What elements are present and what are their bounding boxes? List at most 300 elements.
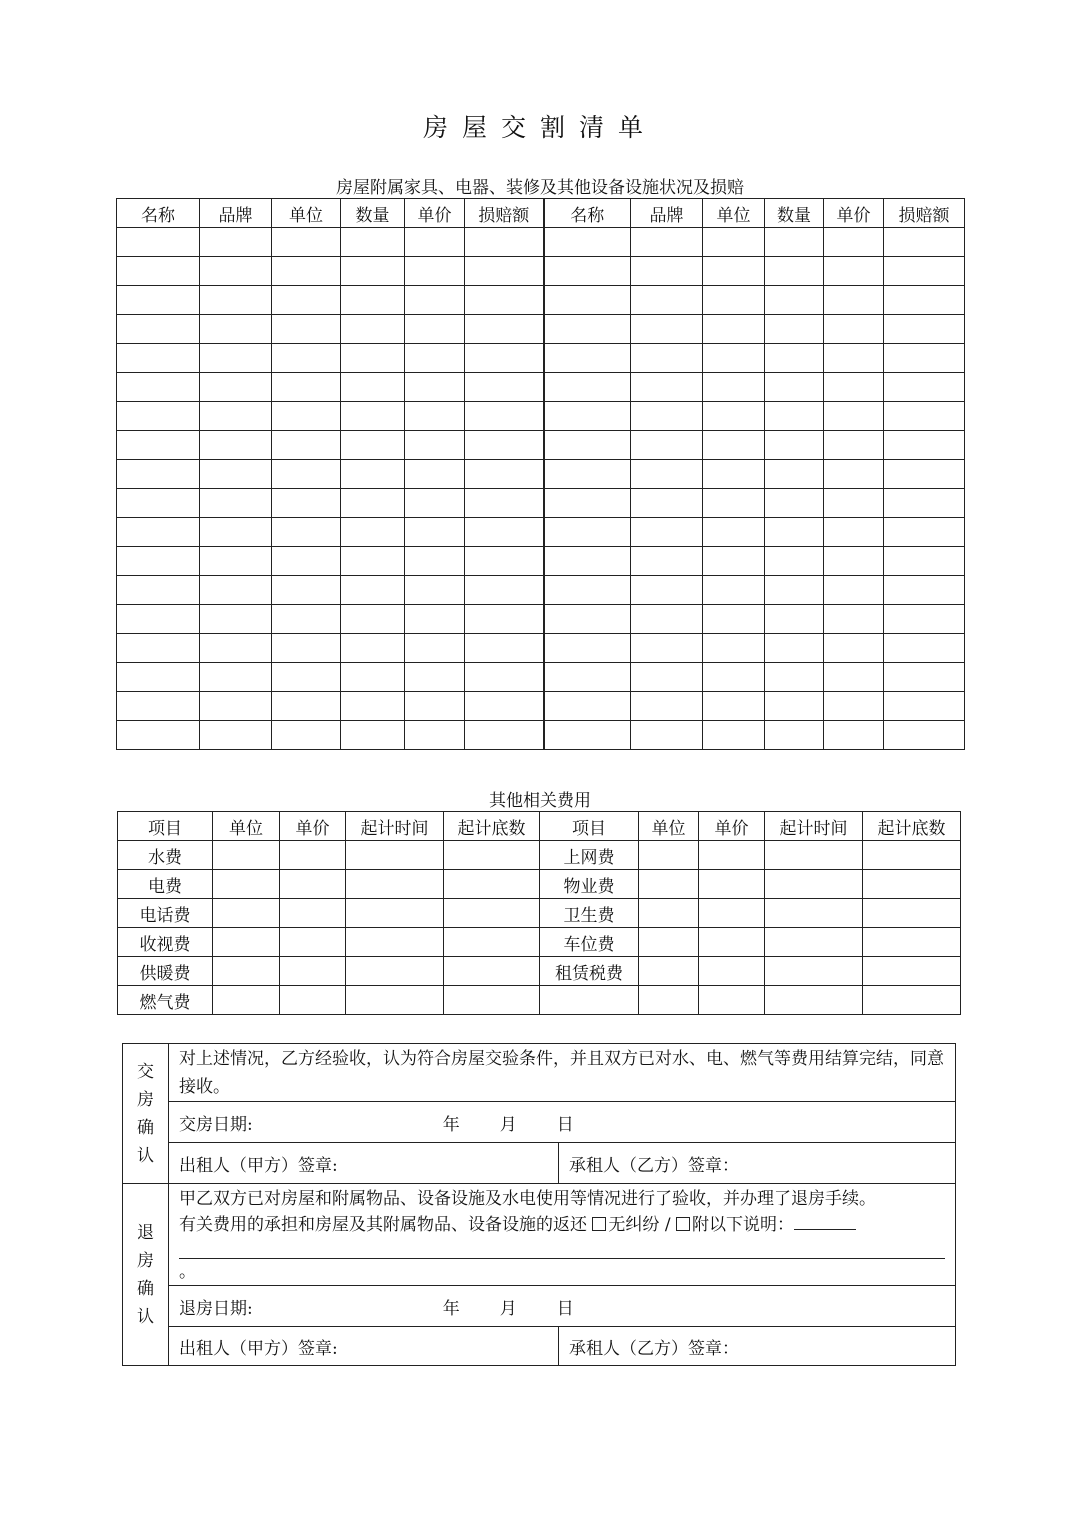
- table-cell[interactable]: [765, 402, 824, 431]
- table-cell[interactable]: [703, 547, 765, 576]
- table-cell[interactable]: [824, 286, 884, 315]
- table-cell[interactable]: [117, 286, 200, 315]
- table-cell[interactable]: [765, 841, 863, 870]
- table-cell[interactable]: [544, 721, 631, 750]
- table-cell[interactable]: [272, 692, 341, 721]
- table-cell[interactable]: [341, 576, 405, 605]
- table-cell[interactable]: [863, 986, 961, 1015]
- table-cell[interactable]: [465, 663, 544, 692]
- table-cell[interactable]: [631, 721, 703, 750]
- table-cell[interactable]: [405, 634, 465, 663]
- fee-item-label: 租赁税费: [540, 957, 639, 986]
- table-cell[interactable]: [117, 228, 200, 257]
- table-cell[interactable]: [765, 986, 863, 1015]
- table-cell[interactable]: [639, 957, 699, 986]
- table-cell[interactable]: [765, 460, 824, 489]
- table-cell[interactable]: [544, 634, 631, 663]
- table-cell[interactable]: [405, 518, 465, 547]
- table-cell[interactable]: [117, 489, 200, 518]
- table-cell[interactable]: [213, 899, 280, 928]
- table-cell[interactable]: [341, 634, 405, 663]
- table-cell[interactable]: [703, 344, 765, 373]
- table-cell[interactable]: [703, 576, 765, 605]
- handover-sign-row: [123, 1143, 956, 1184]
- table-cell[interactable]: [200, 257, 272, 286]
- table-cell[interactable]: [280, 870, 346, 899]
- table-cell[interactable]: [884, 576, 965, 605]
- table-cell[interactable]: [272, 460, 341, 489]
- notes-line[interactable]: [794, 1213, 856, 1230]
- table-cell[interactable]: [863, 928, 961, 957]
- table-cell[interactable]: [444, 841, 540, 870]
- table-cell[interactable]: [544, 692, 631, 721]
- table-cell[interactable]: [200, 431, 272, 460]
- table-cell[interactable]: [272, 663, 341, 692]
- table-cell[interactable]: [824, 663, 884, 692]
- table-cell[interactable]: [117, 460, 200, 489]
- table-cell[interactable]: [444, 986, 540, 1015]
- table-cell[interactable]: [703, 228, 765, 257]
- table-cell[interactable]: [200, 692, 272, 721]
- table-cell[interactable]: [699, 928, 765, 957]
- table-cell[interactable]: [824, 634, 884, 663]
- table-cell[interactable]: [544, 228, 631, 257]
- table-cell[interactable]: [200, 228, 272, 257]
- table-cell[interactable]: [765, 286, 824, 315]
- table-cell[interactable]: [884, 402, 965, 431]
- table-cell[interactable]: [200, 489, 272, 518]
- table-cell[interactable]: [444, 957, 540, 986]
- table-cell[interactable]: [884, 286, 965, 315]
- table-cell[interactable]: [824, 344, 884, 373]
- table-cell[interactable]: [884, 228, 965, 257]
- table-cell[interactable]: [765, 344, 824, 373]
- table-cell[interactable]: [631, 315, 703, 344]
- table-cell[interactable]: [765, 663, 824, 692]
- table-cell[interactable]: [544, 576, 631, 605]
- table-cell[interactable]: [405, 257, 465, 286]
- table-cell[interactable]: [863, 870, 961, 899]
- table-cell[interactable]: [280, 928, 346, 957]
- table-cell[interactable]: [884, 257, 965, 286]
- table-cell[interactable]: [341, 402, 405, 431]
- table-cell[interactable]: [405, 576, 465, 605]
- table-cell[interactable]: [117, 547, 200, 576]
- table-cell[interactable]: [544, 605, 631, 634]
- table-cell[interactable]: [341, 286, 405, 315]
- fee-item-label: 物业费: [540, 870, 639, 899]
- table-cell[interactable]: [341, 257, 405, 286]
- table-cell[interactable]: [405, 489, 465, 518]
- table-cell[interactable]: [824, 257, 884, 286]
- table-cell[interactable]: [465, 489, 544, 518]
- checkout-statement-row: [123, 1184, 956, 1286]
- table-cell[interactable]: [405, 721, 465, 750]
- table-cell[interactable]: [346, 870, 444, 899]
- table-cell[interactable]: [346, 957, 444, 986]
- table-cell[interactable]: [824, 460, 884, 489]
- table-cell[interactable]: [631, 576, 703, 605]
- table-cell[interactable]: [117, 431, 200, 460]
- table-cell[interactable]: [444, 870, 540, 899]
- table-cell[interactable]: [341, 373, 405, 402]
- table-cell[interactable]: [272, 344, 341, 373]
- table-cell[interactable]: [631, 547, 703, 576]
- table-cell[interactable]: [639, 870, 699, 899]
- fees-header-row: [118, 812, 961, 841]
- table-cell[interactable]: [544, 257, 631, 286]
- table-cell[interactable]: [117, 344, 200, 373]
- table-cell[interactable]: [405, 286, 465, 315]
- table-cell[interactable]: [341, 489, 405, 518]
- table-cell[interactable]: [884, 547, 965, 576]
- table-cell[interactable]: [824, 721, 884, 750]
- table-cell[interactable]: [444, 928, 540, 957]
- table-cell[interactable]: [465, 402, 544, 431]
- table-cell[interactable]: [699, 870, 765, 899]
- col-header-damage-2: 损赔额: [884, 199, 965, 228]
- table-cell[interactable]: [703, 605, 765, 634]
- no-dispute-checkbox[interactable]: [592, 1217, 606, 1231]
- table-cell[interactable]: [631, 518, 703, 547]
- table-cell[interactable]: [200, 518, 272, 547]
- col-header-name: 名称: [117, 199, 200, 228]
- table-cell[interactable]: [824, 315, 884, 344]
- table-cell[interactable]: [544, 663, 631, 692]
- see-notes-label: 附以下说明：: [691, 1215, 794, 1235]
- table-cell[interactable]: [465, 344, 544, 373]
- table-cell[interactable]: [272, 518, 341, 547]
- table-cell[interactable]: [544, 402, 631, 431]
- table-cell[interactable]: [544, 286, 631, 315]
- table-cell[interactable]: [631, 460, 703, 489]
- table-cell[interactable]: [765, 692, 824, 721]
- table-cell[interactable]: [117, 257, 200, 286]
- see-notes-checkbox[interactable]: [676, 1217, 690, 1231]
- table-cell[interactable]: [465, 286, 544, 315]
- table-cell[interactable]: [824, 576, 884, 605]
- table-cell[interactable]: [824, 431, 884, 460]
- table-cell[interactable]: [405, 692, 465, 721]
- table-cell[interactable]: [280, 957, 346, 986]
- table-cell[interactable]: [765, 870, 863, 899]
- table-cell[interactable]: [765, 518, 824, 547]
- table-cell[interactable]: [703, 634, 765, 663]
- table-cell[interactable]: [200, 663, 272, 692]
- table-cell[interactable]: [200, 402, 272, 431]
- table-cell[interactable]: [765, 928, 863, 957]
- table-cell[interactable]: [884, 634, 965, 663]
- table-cell[interactable]: [405, 373, 465, 402]
- table-cell[interactable]: [272, 402, 341, 431]
- table-cell[interactable]: [200, 547, 272, 576]
- table-cell[interactable]: [703, 286, 765, 315]
- table-cell[interactable]: [346, 928, 444, 957]
- table-cell[interactable]: [117, 692, 200, 721]
- table-cell[interactable]: [272, 547, 341, 576]
- table-cell[interactable]: [465, 692, 544, 721]
- table-cell[interactable]: [765, 373, 824, 402]
- table-cell[interactable]: [213, 841, 280, 870]
- table-cell[interactable]: [465, 518, 544, 547]
- table-cell[interactable]: [405, 228, 465, 257]
- table-cell[interactable]: [631, 634, 703, 663]
- table-cell[interactable]: [544, 460, 631, 489]
- table-cell[interactable]: [765, 576, 824, 605]
- table-cell[interactable]: [117, 373, 200, 402]
- checkout-date-cell[interactable]: [169, 1286, 956, 1327]
- table-cell[interactable]: [631, 663, 703, 692]
- table-cell[interactable]: [639, 899, 699, 928]
- table-cell[interactable]: [272, 315, 341, 344]
- table-cell[interactable]: [765, 899, 863, 928]
- table-cell[interactable]: [765, 957, 863, 986]
- table-cell[interactable]: [824, 228, 884, 257]
- table-cell[interactable]: [699, 957, 765, 986]
- table-row: [118, 986, 961, 1015]
- table-cell[interactable]: [465, 228, 544, 257]
- handover-month-label: 月: [499, 1114, 517, 1135]
- table-cell[interactable]: [631, 286, 703, 315]
- table-cell[interactable]: [341, 315, 405, 344]
- table-cell[interactable]: [272, 257, 341, 286]
- handover-date-cell[interactable]: [169, 1102, 956, 1143]
- table-cell[interactable]: [631, 344, 703, 373]
- table-row: [117, 518, 965, 547]
- table-cell[interactable]: [213, 928, 280, 957]
- table-cell[interactable]: [703, 692, 765, 721]
- table-cell[interactable]: [765, 489, 824, 518]
- checkout-tenant-sign[interactable]: 承租人（乙方）签章：: [559, 1327, 956, 1366]
- table-cell[interactable]: [405, 547, 465, 576]
- table-cell[interactable]: [405, 344, 465, 373]
- table-cell[interactable]: [117, 634, 200, 663]
- table-cell[interactable]: [631, 605, 703, 634]
- table-cell[interactable]: [884, 431, 965, 460]
- table-cell[interactable]: [405, 402, 465, 431]
- notes-line-2[interactable]: [179, 1244, 945, 1259]
- table-cell[interactable]: [272, 576, 341, 605]
- table-cell[interactable]: [272, 286, 341, 315]
- table-cell[interactable]: [544, 373, 631, 402]
- table-cell[interactable]: [765, 634, 824, 663]
- table-cell[interactable]: [703, 257, 765, 286]
- table-row: [117, 402, 965, 431]
- table-cell[interactable]: [703, 721, 765, 750]
- table-cell[interactable]: [544, 315, 631, 344]
- table-cell[interactable]: [884, 605, 965, 634]
- table-cell[interactable]: [346, 841, 444, 870]
- table-cell[interactable]: [272, 489, 341, 518]
- table-cell[interactable]: [341, 460, 405, 489]
- table-cell[interactable]: [884, 344, 965, 373]
- table-cell[interactable]: [631, 228, 703, 257]
- table-cell[interactable]: [544, 489, 631, 518]
- table-cell[interactable]: [465, 257, 544, 286]
- col-header-quantity: 数量: [341, 199, 405, 228]
- table-cell[interactable]: [405, 605, 465, 634]
- table-cell[interactable]: [465, 431, 544, 460]
- table-cell[interactable]: [405, 315, 465, 344]
- table-cell[interactable]: [631, 431, 703, 460]
- table-cell[interactable]: [824, 402, 884, 431]
- table-cell[interactable]: [341, 692, 405, 721]
- table-cell[interactable]: [405, 460, 465, 489]
- table-cell[interactable]: [465, 721, 544, 750]
- fee-col-item: 项目: [118, 812, 213, 841]
- table-cell[interactable]: [863, 899, 961, 928]
- handover-date-row: [123, 1102, 956, 1143]
- table-cell[interactable]: [639, 928, 699, 957]
- table-cell[interactable]: [117, 663, 200, 692]
- table-cell[interactable]: [200, 344, 272, 373]
- table-cell[interactable]: [200, 286, 272, 315]
- table-cell[interactable]: [824, 547, 884, 576]
- table-cell[interactable]: [765, 257, 824, 286]
- table-row: [117, 663, 965, 692]
- table-cell[interactable]: [703, 460, 765, 489]
- table-cell[interactable]: [213, 870, 280, 899]
- table-cell[interactable]: [884, 721, 965, 750]
- table-cell[interactable]: [631, 692, 703, 721]
- table-cell[interactable]: [703, 373, 765, 402]
- table-cell[interactable]: [117, 605, 200, 634]
- handover-tenant-sign[interactable]: 承租人（乙方）签章：: [559, 1143, 956, 1184]
- table-cell[interactable]: [341, 663, 405, 692]
- checkout-label-char: 认: [137, 1306, 154, 1327]
- table-cell[interactable]: [465, 634, 544, 663]
- table-cell[interactable]: [765, 315, 824, 344]
- fee-item-label: 电费: [118, 870, 213, 899]
- table-cell[interactable]: [703, 663, 765, 692]
- table-cell[interactable]: [824, 489, 884, 518]
- table-cell[interactable]: [884, 315, 965, 344]
- table-cell[interactable]: [824, 605, 884, 634]
- table-cell[interactable]: [631, 402, 703, 431]
- table-cell[interactable]: [117, 576, 200, 605]
- table-cell[interactable]: [765, 547, 824, 576]
- table-cell[interactable]: [465, 576, 544, 605]
- table-cell[interactable]: [884, 489, 965, 518]
- table-cell[interactable]: [213, 986, 280, 1015]
- table-cell[interactable]: [699, 841, 765, 870]
- table-cell[interactable]: [544, 431, 631, 460]
- table-cell[interactable]: [280, 841, 346, 870]
- table-cell[interactable]: [341, 721, 405, 750]
- checkout-landlord-sign[interactable]: 出租人（甲方）签章:: [169, 1327, 559, 1366]
- table-cell[interactable]: [765, 605, 824, 634]
- table-cell[interactable]: [544, 518, 631, 547]
- table-cell[interactable]: [703, 431, 765, 460]
- table-cell[interactable]: [699, 986, 765, 1015]
- table-cell[interactable]: [405, 431, 465, 460]
- table-cell[interactable]: [544, 344, 631, 373]
- table-cell[interactable]: [824, 518, 884, 547]
- table-cell[interactable]: [631, 373, 703, 402]
- table-cell[interactable]: [465, 460, 544, 489]
- table-cell[interactable]: [703, 402, 765, 431]
- table-cell[interactable]: [703, 315, 765, 344]
- checkout-day-label: 日: [556, 1298, 574, 1319]
- table-cell[interactable]: [444, 899, 540, 928]
- table-cell[interactable]: [884, 518, 965, 547]
- table-cell[interactable]: [703, 518, 765, 547]
- fee-col-unit: 单位: [213, 812, 280, 841]
- table-cell[interactable]: [639, 841, 699, 870]
- table-cell[interactable]: [465, 605, 544, 634]
- table-cell[interactable]: [200, 460, 272, 489]
- table-cell[interactable]: [699, 899, 765, 928]
- table-cell[interactable]: [863, 957, 961, 986]
- table-cell[interactable]: [765, 721, 824, 750]
- table-cell[interactable]: [341, 547, 405, 576]
- table-row: [117, 431, 965, 460]
- table-cell[interactable]: [765, 431, 824, 460]
- table-cell[interactable]: [200, 576, 272, 605]
- table-cell[interactable]: [272, 605, 341, 634]
- table-cell[interactable]: [200, 315, 272, 344]
- table-cell[interactable]: [465, 373, 544, 402]
- table-cell[interactable]: [272, 228, 341, 257]
- table-cell[interactable]: [117, 402, 200, 431]
- table-cell[interactable]: [117, 518, 200, 547]
- table-cell[interactable]: [465, 547, 544, 576]
- table-cell[interactable]: [200, 605, 272, 634]
- table-cell[interactable]: [272, 634, 341, 663]
- table-cell[interactable]: [200, 373, 272, 402]
- table-cell[interactable]: [824, 373, 884, 402]
- table-cell[interactable]: [703, 489, 765, 518]
- table-cell[interactable]: [280, 986, 346, 1015]
- fee-col-unit-2: 单位: [639, 812, 699, 841]
- table-cell[interactable]: [341, 228, 405, 257]
- table-cell[interactable]: [341, 605, 405, 634]
- table-cell[interactable]: [341, 518, 405, 547]
- table-cell[interactable]: [272, 721, 341, 750]
- table-cell[interactable]: [884, 692, 965, 721]
- table-cell[interactable]: [346, 986, 444, 1015]
- table-cell[interactable]: [765, 228, 824, 257]
- table-cell[interactable]: [884, 663, 965, 692]
- table-cell[interactable]: [200, 721, 272, 750]
- table-cell[interactable]: [405, 663, 465, 692]
- handover-landlord-sign[interactable]: 出租人（甲方）签章:: [169, 1143, 559, 1184]
- table-cell[interactable]: [465, 315, 544, 344]
- col-header-unit-price: 单价: [405, 199, 465, 228]
- table-row: [117, 373, 965, 402]
- table-cell[interactable]: [213, 957, 280, 986]
- table-cell[interactable]: [117, 721, 200, 750]
- table-cell[interactable]: [341, 344, 405, 373]
- table-cell[interactable]: [200, 634, 272, 663]
- table-cell[interactable]: [272, 431, 341, 460]
- table-cell[interactable]: [544, 547, 631, 576]
- table-cell[interactable]: [117, 315, 200, 344]
- table-row: [117, 634, 965, 663]
- table-cell[interactable]: [272, 373, 341, 402]
- table-cell[interactable]: [639, 986, 699, 1015]
- table-cell[interactable]: [346, 899, 444, 928]
- checkout-sign-row: [123, 1327, 956, 1366]
- table-cell[interactable]: [280, 899, 346, 928]
- table-cell[interactable]: [824, 692, 884, 721]
- table-cell[interactable]: [863, 841, 961, 870]
- table-cell[interactable]: [884, 373, 965, 402]
- table-cell[interactable]: [631, 489, 703, 518]
- table-cell[interactable]: [341, 431, 405, 460]
- table-cell[interactable]: [631, 257, 703, 286]
- table-cell[interactable]: [884, 460, 965, 489]
